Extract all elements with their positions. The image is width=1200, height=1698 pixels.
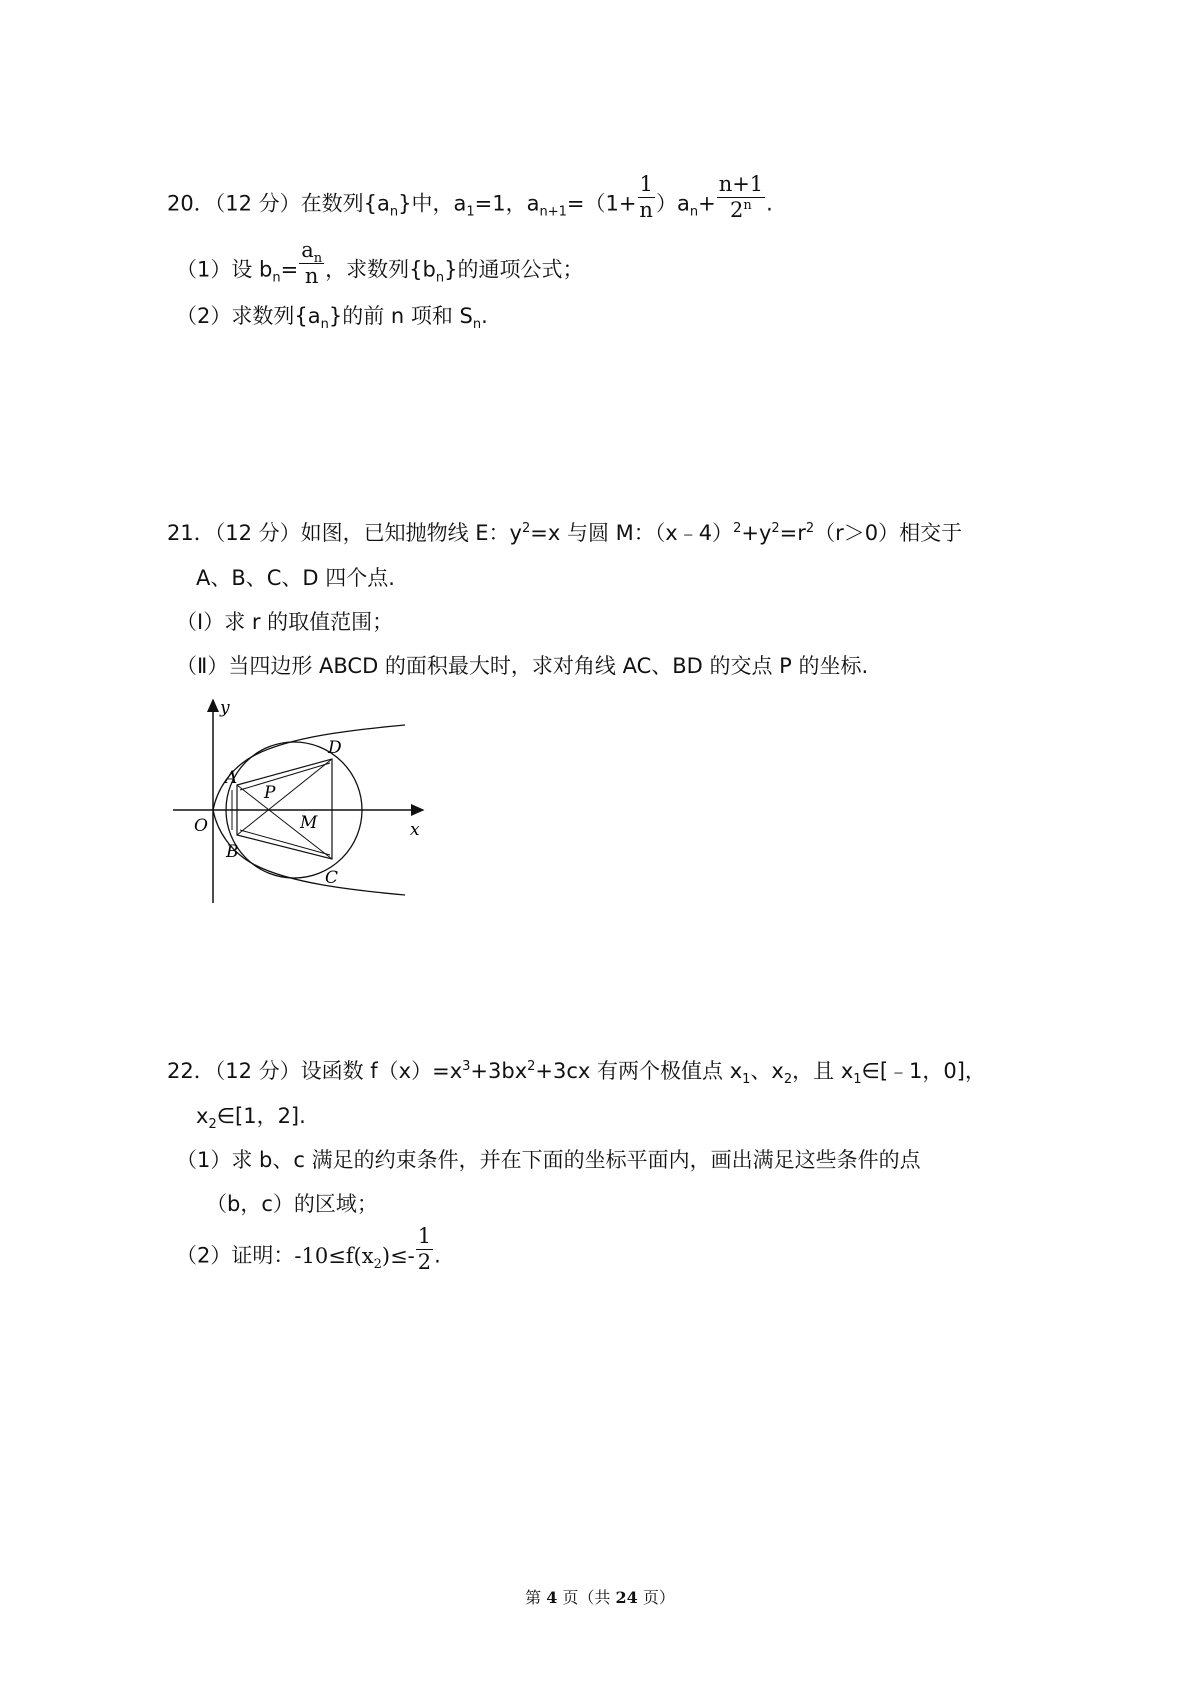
page-number: 4 (546, 1588, 558, 1607)
q20-stem: 20．（12 分）在数列$\{a_n\}$中，$a_1=1$，$a_{n+1}=(1+$ $\frac{1}{n}$ ）$a_n+$ $\frac{n+1}{2^n}$ . (167, 172, 773, 222)
segment-ad-inner (240, 763, 330, 790)
page-total: 24 (615, 1588, 638, 1607)
fraction-an-over-n: $\frac{a_n}{n}$ (301, 238, 323, 288)
q21-part-1: （Ⅰ）求 r 的取值范围； (176, 610, 394, 634)
diagonal-bd (237, 759, 332, 835)
label-p: P (264, 783, 276, 803)
fraction-1-over-2: $\frac{1}{2}$ (417, 1224, 432, 1274)
label-x: x (410, 820, 420, 840)
label-a: A (225, 768, 238, 788)
label-o: O (194, 816, 208, 836)
fraction-n1-over-2n: $\frac{n+1}{2^n}$ (718, 172, 764, 222)
q22-part-2: （2）证明：$-10\le f(x_2)\le-$ $\frac{1}{2}$ . (176, 1224, 441, 1274)
q22-stem-line-1: 22．（12 分）设函数 $f(x)=x^3+3bx^2+3cx$ 有两个极值点 $x_1$、$x_2$，且 $x_1\in[﹣1$，0]， (167, 1059, 986, 1088)
fraction-1-over-n: $\frac{1}{n}$ (639, 172, 653, 222)
label-m: M (300, 813, 318, 833)
q20-part-2: （2）求数列$\{a_n\}$的前 n 项和 $S_n$. (176, 304, 488, 333)
q21-stem-line-2: A、B、C、D 四个点. (196, 566, 395, 590)
inequality-expression: $-10\le f(x_2)\le-$ (294, 1243, 415, 1272)
segment-bc-inner (240, 830, 330, 855)
page-footer: 第 4 页（共 24 页） (525, 1588, 675, 1607)
q22-stem-line-2: $x_2\in[1$，2]. (196, 1104, 306, 1133)
label-d: D (328, 738, 342, 758)
q21-figure (170, 695, 440, 910)
label-b: B (226, 842, 239, 862)
q21-part-2: （Ⅱ）当四边形 ABCD 的面积最大时，求对角线 AC、BD 的交点 P 的坐标. (176, 654, 869, 678)
label-c: C (325, 868, 339, 888)
q22-part-1-line-1: （1）求 b、c 满足的约束条件，并在下面的坐标平面内，画出满足这些条件的点 (176, 1148, 921, 1172)
diagonal-ac (237, 785, 332, 859)
label-y: y (220, 698, 230, 718)
quadrilateral-abcd (237, 759, 332, 859)
q22-part-1-line-2: （b，c）的区域； (206, 1192, 378, 1216)
q20-part-1: （1）设 $b_n=$ $\frac{a_n}{n}$ ，求数列$\{b_n\}$的通项公式； (176, 238, 584, 288)
q21-stem-line-1: 21．（12 分）如图，已知抛物线 E：$y^2=x$ 与圆 M：$(x﹣4)^2+y^2=r^2(r>0)$相交于 (167, 521, 963, 545)
